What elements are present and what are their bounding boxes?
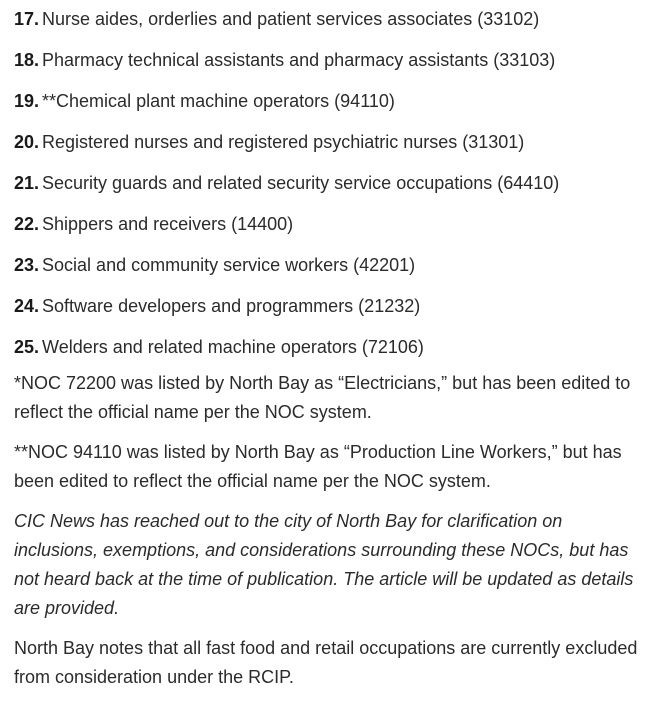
item-number: 25. — [14, 337, 40, 357]
item-number: 23. — [14, 255, 40, 275]
item-text: Social and community service workers (42201) — [42, 255, 416, 275]
item-text: **Chemical plant machine operators (94110) — [42, 91, 395, 111]
publication-disclaimer: CIC News has reached out to the city of North Bay for clarification on inclusions, exemptions, and considerations surrounding these NOCs, but has not heard back at the time of publication. The article will be updated as details are provided. — [14, 511, 634, 618]
list-item — [14, 211, 644, 238]
list-item — [14, 170, 644, 197]
item-text: Nurse aides, orderlies and patient services associates (33102) — [42, 9, 540, 29]
list-item — [14, 88, 644, 115]
list-item — [14, 47, 644, 74]
exclusion-note: North Bay notes that all fast food and retail occupations are currently excluded from consideration under the RCIP. — [14, 638, 638, 687]
footnote-electricians: *NOC 72200 was listed by North Bay as “Electricians,” but has been edited to reflect the official name per the NOC system. — [14, 373, 631, 422]
item-text: Registered nurses and registered psychiatric nurses (31301) — [42, 132, 525, 152]
item-text: Shippers and receivers (14400) — [42, 214, 294, 234]
item-text: Welders and related machine operators (72106) — [42, 337, 424, 357]
list-item — [14, 252, 644, 279]
item-text: Pharmacy technical assistants and pharmacy assistants (33103) — [42, 50, 556, 70]
footnote-production-line: **NOC 94110 was listed by North Bay as “Production Line Workers,” but has been edited to reflect the official name per the NOC system. — [14, 442, 622, 491]
item-number: 24. — [14, 296, 40, 316]
item-text: Software developers and programmers (21232) — [42, 296, 421, 316]
noc-occupation-list — [14, 6, 644, 361]
list-item — [14, 129, 644, 156]
item-number: 22. — [14, 214, 40, 234]
item-number: 20. — [14, 132, 40, 152]
item-number: 17. — [14, 9, 40, 29]
list-item — [14, 293, 644, 320]
item-number: 18. — [14, 50, 40, 70]
item-number: 19. — [14, 91, 40, 111]
list-item — [14, 6, 644, 33]
list-item — [14, 334, 644, 361]
item-text: Security guards and related security service occupations (64410) — [42, 173, 560, 193]
item-number: 21. — [14, 173, 40, 193]
